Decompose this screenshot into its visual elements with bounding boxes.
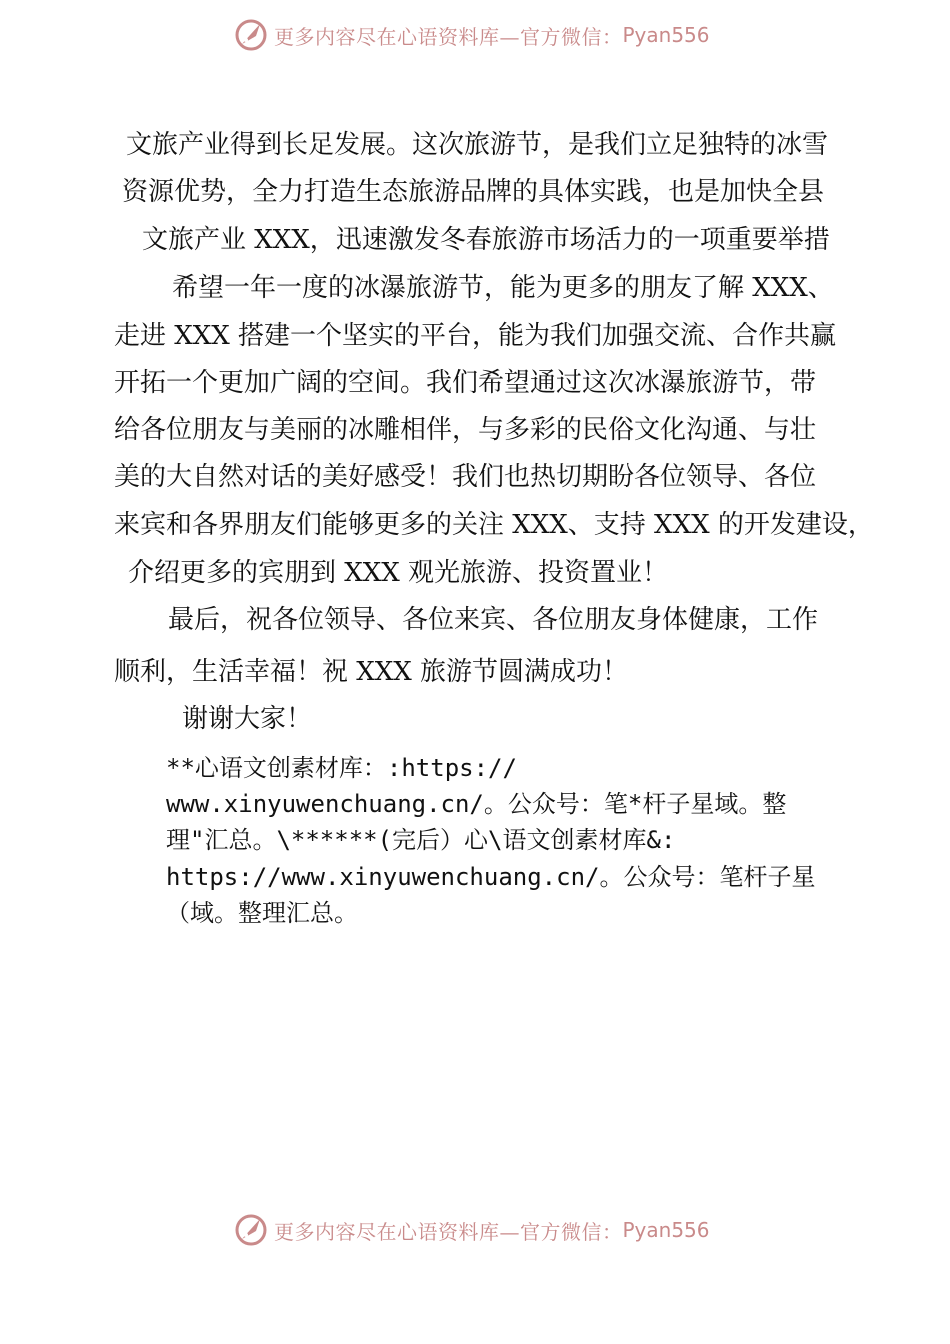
body-line: 美的大自然对话的美好感受！我们也热切期盼各位领导、各位: [114, 462, 817, 492]
body-line: 给各位朋友与美丽的冰雕相伴，与多彩的民俗文化沟通、与壮: [114, 415, 817, 445]
watermark-wechat-id: Pyan556: [622, 1218, 710, 1242]
body-line: 介绍更多的宾朋到 XXX 观光旅游、投资置业！: [128, 558, 669, 588]
footer-line: www.xinyuwenchuang.cn/。公众号：笔*杆子星域。整: [166, 790, 787, 818]
body-line: 谢谢大家！: [182, 704, 313, 734]
body-line: 文旅产业得到长足发展。这次旅游节，是我们立足独特的冰雪: [126, 130, 829, 160]
body-line: 资源优势，全力打造生态旅游品牌的具体实践，也是加快全县: [122, 177, 825, 207]
footer-line: （域。整理汇总。: [166, 899, 358, 927]
body-line: 文旅产业 XXX，迅速激发冬春旅游市场活力的一项重要举措: [142, 225, 830, 255]
body-line: 开拓一个更加广阔的空间。我们希望通过这次冰瀑旅游节，带: [114, 368, 817, 398]
watermark-wechat-id: Pyan556: [622, 23, 710, 47]
footer-line: **心语文创素材库：:https://: [166, 754, 517, 782]
footer-watermark: [234, 1213, 754, 1247]
quill-logo-icon: [234, 1213, 268, 1247]
footer-line: 理"汇总。\******(完后）心\语文创素材库&:: [166, 826, 676, 854]
watermark-text: 更多内容尽在心语资料库—官方微信：: [274, 24, 623, 49]
body-line: 来宾和各界朋友们能够更多的关注 XXX、支持 XXX 的开发建设，: [114, 510, 874, 540]
body-line: 顺利，生活幸福！祝 XXX 旅游节圆满成功！: [114, 657, 629, 687]
footer-line: https://www.xinyuwenchuang.cn/。公众号：笔杆子星: [166, 863, 816, 891]
watermark-text: 更多内容尽在心语资料库—官方微信：: [274, 1219, 623, 1244]
quill-logo-icon: [234, 18, 268, 52]
header-watermark: [234, 18, 754, 52]
body-line: 走进 XXX 搭建一个坚实的平台，能为我们加强交流、合作共赢: [114, 321, 837, 351]
body-line: 希望一年一度的冰瀑旅游节，能为更多的朋友了解 XXX、: [172, 273, 834, 303]
body-line: 最后，祝各位领导、各位来宾、各位朋友身体健康，工作: [168, 605, 819, 635]
